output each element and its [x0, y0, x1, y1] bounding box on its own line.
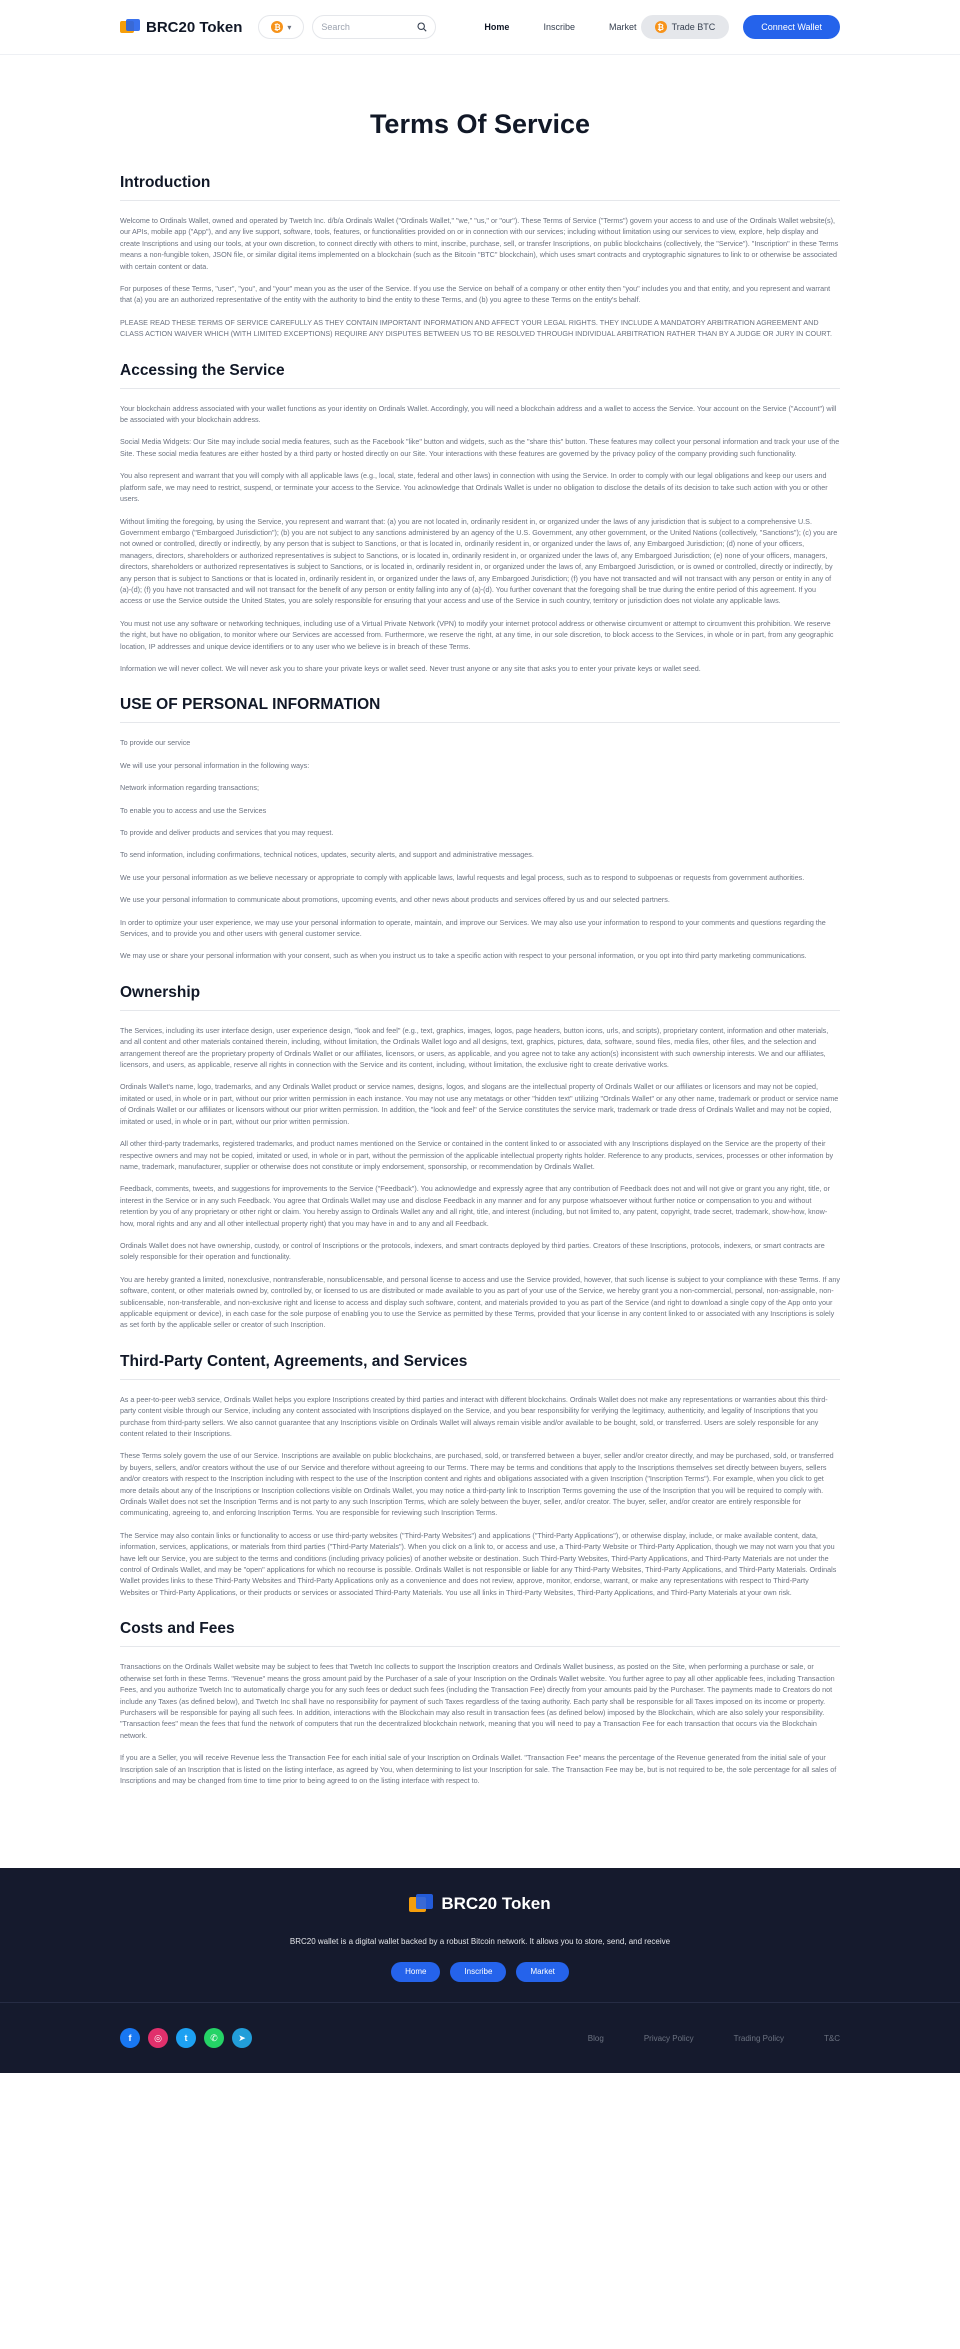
terms-section [120, 1353, 840, 1599]
section-paragraph: We may use or share your personal information with your consent, such as when you instruct us to take a specific action with respect to your personal information, or you opt into third party marketing communications. [120, 951, 807, 961]
section-paragraph: Social Media Widgets: Our Site may include social media features, such as the Facebook "like" button and widgets, such as the "share this" button. These features may collect your personal information and track your use of the Site. These social media features are either hosted by a third party or hosted directly on our Site. Your interactions with these features are governed by the privacy policy of the company providing such functionality. [120, 437, 840, 458]
facebook-icon[interactable]: f [120, 2028, 140, 2048]
nav-inscribe[interactable]: Inscribe [543, 22, 575, 32]
section-heading: Introduction [120, 174, 840, 201]
footer-logo[interactable] [409, 1894, 550, 1914]
network-selector[interactable] [258, 15, 304, 39]
footer-top [0, 1868, 960, 2002]
section-paragraph: We will use your personal information in the following ways: [120, 760, 310, 770]
footer-tagline: BRC20 wallet is a digital wallet backed by a robust Bitcoin network. It allows you to store, send, and receive [289, 1937, 671, 1947]
section-paragraph: We use your personal information as we believe necessary or appropriate to comply with applicable laws, lawful requests and legal process, such as to respond to subpoenas or requests from government authorities. [120, 872, 805, 882]
search-icon[interactable] [417, 22, 427, 32]
telegram-icon[interactable]: ➤ [232, 2028, 252, 2048]
section-paragraph: As a peer-to-peer web3 service, Ordinals Wallet helps you explore Inscriptions created by third parties and interact with different blockchains. Ordinals Wallet does not make any representations or warranties about this third-party content visible through our Service, including any content associated with Inscriptions displayed on the Service, and you bear responsibility for verifying the legitimacy, authenticity, and legality of Inscriptions that you purchase from third-party sellers. We also cannot guarantee that any Inscriptions visible on Ordinals Wallet will always remain visible and/or available to be bought, sold, or transferred. Users are solely responsible for any content related to their Inscriptions. [120, 1394, 828, 1438]
brand-name: BRC20 Token [146, 18, 243, 36]
search-input[interactable] [321, 22, 411, 32]
terms-section [120, 1620, 840, 1786]
bitcoin-icon: ₿ [271, 21, 283, 33]
section-paragraph: To provide our service [120, 738, 191, 748]
terms-section [120, 362, 840, 675]
section-paragraph: Network information regarding transactions; [120, 783, 260, 793]
section-paragraph: To provide and deliver products and services that you may request. [120, 828, 334, 837]
section-paragraph: We use your personal information to communicate about promotions, upcoming events, and other news about products and services offered by us and our selected partners. [120, 895, 670, 905]
footer-nav-market[interactable]: Market [516, 1962, 568, 1982]
section-paragraph: In order to optimize your user experience, we may use your personal information to operate, maintain, and improve our Services. We may also use your information to respond to your comments and questions regarding the Services, and to provide you and other users with general customer service. [120, 917, 826, 939]
terms-content [120, 55, 840, 1868]
section-paragraph: Feedback, comments, tweets, and suggestions for improvements to the Service ("Feedback"). You acknowledge and expressly agree that any contribution of Feedback does not and will not give or grant you any right, title, or interest in the Service or in any such Feedback. You agree that Ordinals Wallet may use and disclose Feedback in any manner and for any purpose whatsoever without further notice or compensation to you and without retention by you of any proprietary or other right or claim. You hereby assign to Ordinals Wallet any and all right, title, and interest (including, but not limited to, any patent, copyright, trade secret, trademark, show-how, know-how, moral rights and any and all other intellectual property right) that you may have in and to any and all Feedback. [120, 1184, 830, 1228]
footer-nav [0, 1962, 960, 1982]
section-paragraph: Your blockchain address associated with your wallet functions as your identity on Ordinals Wallet. Accordingly, you will need a blockchain address and a wallet to access the Service. Your account on the Service ("Account") will be associated with your blockchain address. [120, 403, 837, 425]
section-paragraph: To enable you to access and use the Services [120, 805, 267, 815]
twitter-icon[interactable]: t [176, 2028, 196, 2048]
section-heading: Ownership [120, 984, 840, 1011]
footer-link-terms[interactable]: T&C [824, 2033, 840, 2043]
trade-btc-button[interactable] [641, 15, 730, 39]
nav-home[interactable]: Home [484, 22, 510, 32]
section-heading: Accessing the Service [120, 362, 840, 389]
footer-nav-home[interactable]: Home [391, 1962, 440, 1982]
section-paragraph: You are hereby granted a limited, nonexclusive, nontransferable, nonsublicensable, and personal license to access and use the Service provided, however, that such license is subject to your compliance with these Terms. If any software, content, or other materials owned by, controlled by, or licensed to us are distributed or made available to you as part of your use of the Service, we hereby grant you a non-commercial, personal, non-assignable, non-sublicensable, non-transferable, and non-exclusive right and license to access and display such software, content, and materials provided to you as part of the Service (and right to download a single copy of the App onto your applicable equipment or device), in each case for the sole purpose of enabling you to use the Service as permitted by these Terms, provided that your license in any content linked to or associated with any Inscriptions is solely as set forth by the applicable seller or creator of such Inscription. [120, 1274, 840, 1330]
page-title: Terms Of Service [369, 109, 591, 139]
footer-link-privacy-policy[interactable]: Privacy Policy [643, 2033, 694, 2043]
nav-market[interactable]: Market [608, 22, 637, 32]
site-footer [0, 1868, 960, 2073]
terms-section [120, 696, 840, 961]
sections-container [120, 174, 840, 1786]
section-paragraph: You must not use any software or networking techniques, including use of a Virtual Private Network (VPN) to modify your internet protocol address or otherwise circumvent or attempt to circumvent this prohibition. We reserve the right, but have no obligation, to monitor where our Services are accessed from. Furthermore, we reserve the right, at any time, in our sole discretion, to block access to the Services, in whole or in part, from any geographic location, IP addresses and unique device identifiers or to any user who we believe is in breach of these Terms. [120, 618, 834, 651]
section-heading: USE OF PERSONAL INFORMATION [120, 696, 840, 723]
section-paragraph: Without limiting the foregoing, by using the Service, you represent and warrant that: (a) you are not located in, ordinarily resident in, or organized under the laws of any jurisdiction that is subject to a comprehensive U.S. Government embargo ("Embargoed Jurisdiction"); (b) you are not subject to any sanctions administered by an agency of the U.S. Government, any other government, or the United Nations (collectively, "Sanctions"); (c) you are not owned or controlled, directly or indirectly, by any person that is subject to Sanctions, or that is located in, ordinarily resident in, or organized under the laws of, any Embargoed Jurisdiction; (d) none of your officers, managers, directors, shareholders or authorized representatives is subject to Sanctions, or is located in, ordinarily resident in, or organized under the laws of, any Embargoed Jurisdiction; (e) none of your officers, managers, directors, shareholders or authorized representatives is subject to Sanctions, or is located in, ordinarily resident in, or organized under the laws of, any Embargoed Jurisdiction, or is owned or controlled, directly or indirectly, by any person that is subject to Sanctions or that is located in, ordinarily resident in, or organized under the laws of, any Embargoed Jurisdiction; (f) you have not transacted and will not transact with any person or entity in any of (a)-(d); (f) you have not transacted and will not transact for the benefit of any person or entity falling into any of (a)-(d). You further covenant that the foregoing shall be true during the entire period of this agreement. If you access or use the Service outside the United States, you are solely responsible for ensuring that your access and use of the Service in such country, territory or jurisdiction does not violate any applicable laws. [120, 516, 838, 606]
section-paragraph: If you are a Seller, you will receive Revenue less the Transaction Fee for each initial sale of your Inscription on Ordinals Wallet. "Transaction Fee" means the percentage of the Revenue generated from the initial sale of your Inscription sale of an Inscription that is listed on the listing interface, as agreed by You, when determining to list your Inscription for sale. The Transaction Fee may be, but is not required to be, the sole percentage for all sales of Inscriptions and may be changed from time to time prior to being agreed to on the listing interface with respect to. [120, 1753, 837, 1785]
section-paragraph: Ordinals Wallet does not have ownership, custody, or control of Inscriptions or the protocols, indexers, and smart contracts deployed by third parties. Creators of these Inscriptions, protocols, indexers, or smart contracts are solely responsible for their operation and functionality. [120, 1240, 825, 1262]
section-paragraph: The Service may also contain links or functionality to access or use third-party websites ("Third-Party Websites") and applications ("Third-Party Applications"), or otherwise display, include, or make available content, data, information, services, applications, or materials from third parties ("Third-Party Materials"). When you click on a link to, or access and use, a Third-Party Website or Third-Party Application, though we may not warn you that you have left our Service, you are subject to the terms and conditions (including privacy policies) of another website or destination. Such Third-Party Websites, Third-Party Applications, and Third-Party Materials are not under the control of Ordinals Wallet, and may be "open" applications for which no recourse is possible. Ordinals Wallet is not responsible or liable for any Third-Party Websites, Third-Party Applications, and Third-Party Materials. Ordinals Wallet provides links to these Third-Party Websites and Third-Party Applications only as a convenience and does not review, approve, monitor, endorse, warrant, or make any representations with respect to Third-Party Websites or Third-Party Applications, or their products or services or associated Third-Party Materials. You use all links in Third-Party Websites, Third-Party Applications, and Third-Party Materials at your own risk. [120, 1530, 837, 1597]
social-links [120, 2028, 252, 2048]
footer-link-trading-policy[interactable]: Trading Policy [733, 2033, 784, 2043]
brand-logo[interactable] [120, 19, 242, 36]
section-paragraph: PLEASE READ THESE TERMS OF SERVICE CAREFULLY AS THEY CONTAIN IMPORTANT INFORMATION AND AFFECT YOUR LEGAL RIGHTS. THEY INCLUDE A MANDATORY ARBITRATION AGREEMENT AND CLASS ACTION WAIVER WHICH (WITH LIMITED EXCEPTIONS) REQUIRE ANY DISPUTES BETWEEN US TO BE RESOLVED THROUGH INDIVIDUAL ARBITRATION RATHER THAN BY A JUDGE OR JURY IN COURT. [120, 317, 832, 339]
footer-link-blog[interactable]: Blog [587, 2033, 604, 2043]
section-heading: Third-Party Content, Agreements, and Services [120, 1353, 840, 1380]
section-paragraph: You also represent and warrant that you will comply with all applicable laws (e.g., local, state, federal and other laws) in connection with using the Service. In order to comply with our legal obligations and keep our users and platform safe, we may need to restrict, suspend, or terminate your access to the Service. You acknowledge that Ordinals Wallet is under no obligation to disclose the details of its decision to take such action with you or other users. [120, 471, 828, 504]
section-paragraph: Information we will never collect. We will never ask you to share your private keys or wallet seed. Never trust anyone or any site that asks you to enter your private keys or wallet seed. [120, 663, 701, 673]
section-heading: Costs and Fees [120, 1620, 840, 1647]
trade-btc-label: Trade BTC [671, 22, 716, 32]
site-header [0, 0, 960, 55]
section-paragraph: For purposes of these Terms, "user", "you", and "your" mean you as the user of the Service. If you use the Service on behalf of a company or other entity then "you" includes you and that entity, and you represent and warrant that (a) you are an authorized representative of the entity with the authority to bind the entity to these Terms, and (b) you agree to these Terms on the entity's behalf. [120, 284, 831, 305]
footer-bottom [0, 2002, 960, 2073]
footer-nav-inscribe[interactable]: Inscribe [450, 1962, 506, 1982]
section-paragraph: Transactions on the Ordinals Wallet website may be subject to fees that Twetch Inc collects to support the Inscription creators and Ordinals Wallet business, as posted on the Site, when performing a purchase or sale, or otherwise set forth in these Terms. "Revenue" means the gross amount paid by the Purchaser of a sale of your Inscription on the Ordinals Wallet website. You further agree to pay all other applicable fees, including Transaction Fees, and you authorize Twetch Inc to automatically charge you for any such fees or deduct such fees (including the Transaction Fee) directly from your amounts paid by the Purchaser. The payments made to Creators do not include any Taxes (as defined below), and Twetch Inc shall have no responsibility for payment of such Taxes regardless of the taxing authority. Each party shall be responsible for all Taxes imposed on its income or property. Purchasers will be responsible for paying all such fees. In addition, interactions with the Blockchain may also result in transaction fees (as defined below) imposed by the Blockchain, which are also solely your responsibility. "Transaction fees" mean the fees that fund the network of computers that run the decentralized blockchain network, meaning that you will need to pay a Transaction Fee for each transaction that occurs via the Blockchain network. [120, 1662, 835, 1740]
section-paragraph: These Terms solely govern the use of our Service. Inscriptions are available on public blockchains, are purchased, sold, or transferred between a buyer, seller and/or creator directly, and may be purchased, sold, or transferred by buyers, sellers, and/or creators without the use of our Service and therefore without agreeing to our Terms. There may be terms and conditions that apply to the Inscriptions themselves set directly between buyers, sellers and/or creators with respect to the Inscription including with respect to the use of the Inscription content and rights and obligations associated with a given Inscription ("Inscription Terms"). For example, when you click to get more details about any of the Inscriptions or Inscription collections visible on Ordinals Wallet, you may notice a third-party link to Inscription Terms governing the use of the Inscription that you will be required to comply with. Ordinals Wallet does not set the Inscription Terms and is not party to any such Inscription Terms, which are solely between the buyer, seller, and/or creator. The buyer, seller, and/or creator are entirely responsible for communicating, agreeing to, and enforcing Inscription Terms. You are responsible for reviewing such Inscription Terms. [120, 1451, 834, 1518]
section-paragraph: To send information, including confirmations, technical notices, updates, security alerts, and support and administrative messages. [120, 850, 534, 860]
search-box [312, 15, 436, 39]
terms-section [120, 984, 840, 1331]
section-paragraph: All other third-party trademarks, registered trademarks, and product names mentioned on the Service or contained in the content linked to or associated with any Inscriptions displayed on the Service are the property of their respective owners and may not be copied, imitated or used, in whole or in part, without the permission of the applicable intellectual property rights holder. Reference to any products, services, processes or other information by name, trademark, manufacturer, supplier or otherwise does not constitute or imply endorsement, sponsorship, or recommendation by Ordinals Wallet. [120, 1139, 834, 1171]
legal-links [588, 2034, 840, 2043]
chevron-down-icon: ▾ [287, 22, 292, 32]
brc20-logo-icon [120, 19, 140, 35]
bitcoin-icon: ₿ [655, 21, 667, 33]
footer-brand-name: BRC20 Token [441, 1894, 551, 1914]
instagram-icon[interactable]: ◎ [148, 2028, 168, 2048]
section-paragraph: Ordinals Wallet's name, logo, trademarks, and any Ordinals Wallet product or service names, designs, logos, and slogans are the intellectual property of Ordinals Wallet or our affiliates or licensors and may not be copied, imitated or used, in whole or in part, without our prior written permission in each instance. You may not use any metatags or other "hidden text" utilizing "Ordinals Wallet" or any other name, trademark or product or service name of Ordinals Wallet or our affiliates or licensors without our prior written permission. In addition, the "look and feel" of the Service constitutes the service mark, trademark or trade dress of Ordinals Wallet and may not be copied, imitated or used, in whole or in part, without our prior written permission. [120, 1082, 839, 1126]
section-paragraph: The Services, including its user interface design, user experience design, "look and feel" (e.g., text, graphics, images, logos, page headers, button icons, urls, and scripts), proprietary content, information and other materials, and all content and other materials contained therein, including, without limitation, the Ordinals Wallet logo and all designs, text, graphics, pictures, data, software, sound files, media files, other files, and the selection and arrangement thereof are the proprietary property of Ordinals Wallet or our affiliates, licensors, or users, as applicable, and you agree not to take any action(s) inconsistent with such ownership interests. We and our affiliates, licensors, and users, as applicable, reserve all rights in connection with the Service and its content, including, without limitation, the exclusive right to create derivative works. [120, 1025, 829, 1070]
connect-wallet-button[interactable]: Connect Wallet [743, 15, 840, 39]
main-nav [484, 22, 636, 32]
terms-section [120, 174, 840, 340]
brc20-logo-icon [409, 1894, 433, 1914]
section-paragraph: Welcome to Ordinals Wallet, owned and operated by Twetch Inc. d/b/a Ordinals Wallet ("Ordinals Wallet," "we," "us," or "our"). These Terms of Service ("Terms") govern your access to and use of the Ordinals Wallet website(s), our APIs, mobile app ("App"), and any live support, software, tools, features, or functionalities provided on or in connection with our services; including without limitation using our services to view, explore, help display and create Inscriptions and using our tools, at your own discretion, to connect directly with others to mint, inscribe, purchase, sell, or transfer Inscriptions, on public blockchains (collectively, the "Service"). "Inscription" in these Terms means a non-fungible token, JSON file, or similar digital items implemented on a blockchain (such as the Bitcoin "BTC" blockchain), which uses smart contracts and cryptographic signatures to link to or otherwise be associated with certain content or data. [120, 216, 839, 271]
header-actions [641, 15, 840, 39]
whatsapp-icon[interactable]: ✆ [204, 2028, 224, 2048]
